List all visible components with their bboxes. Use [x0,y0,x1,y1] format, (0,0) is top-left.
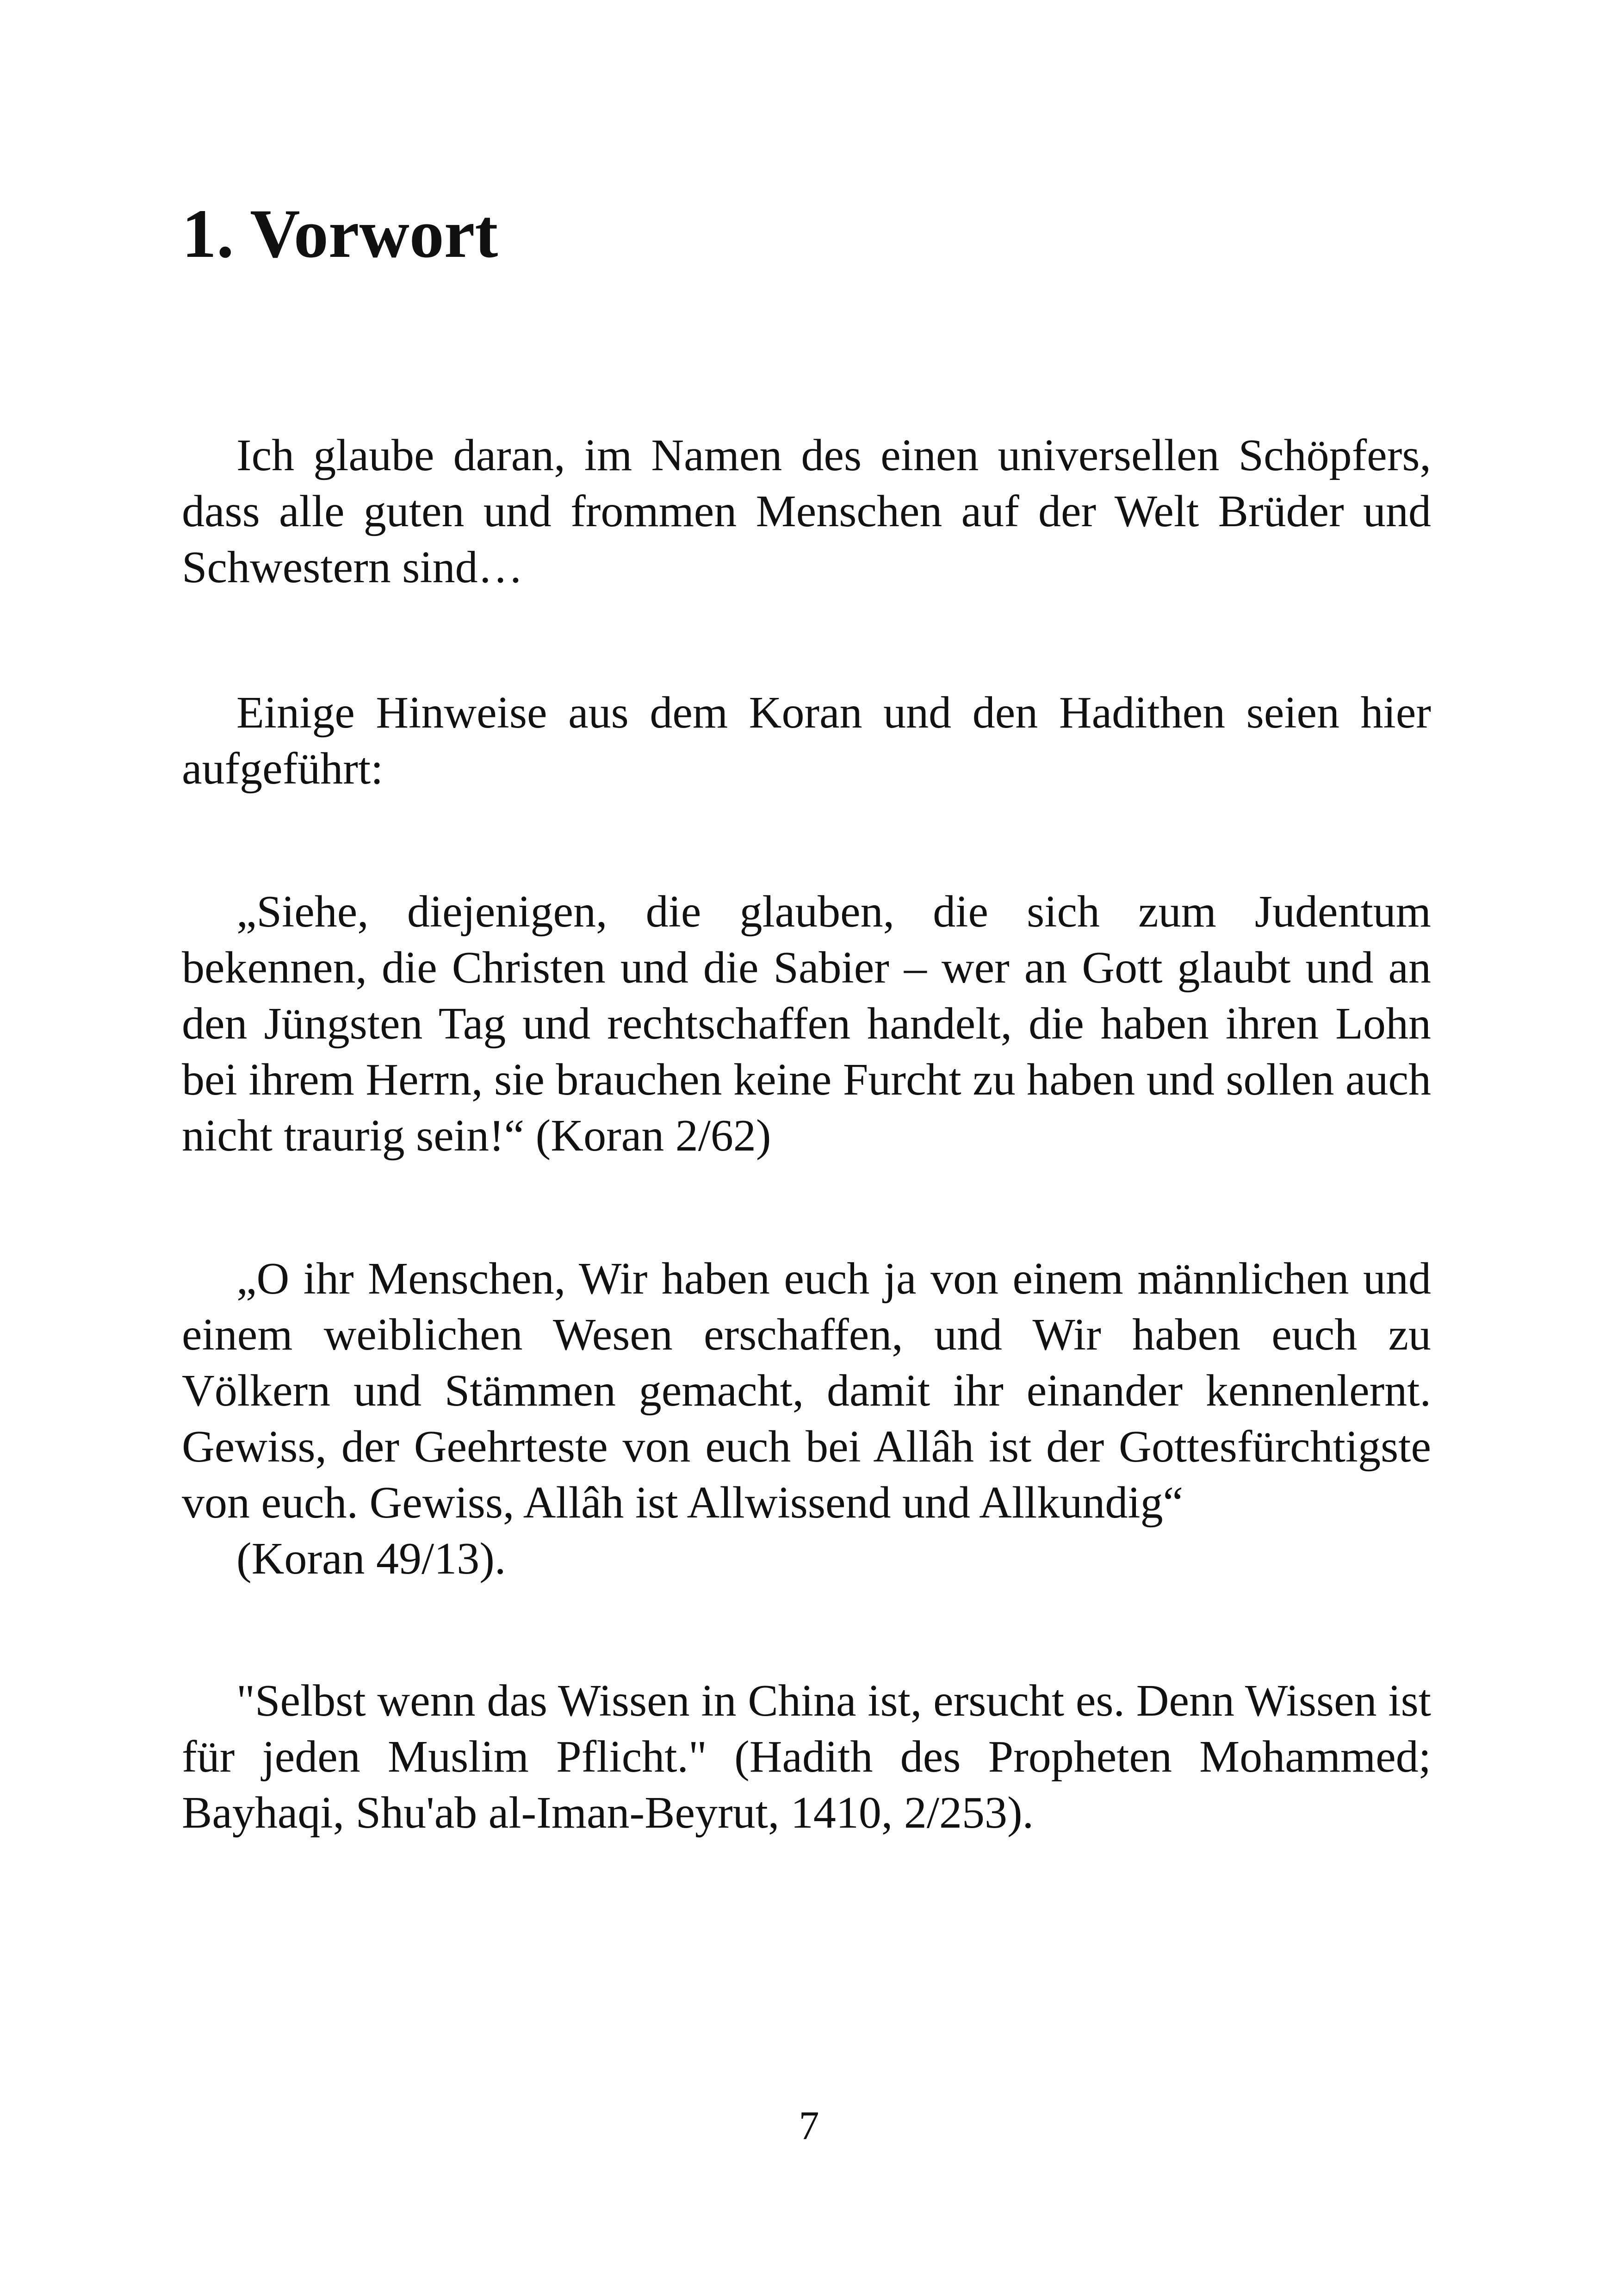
paragraph-creator-belief: Ich glaube daran, im Namen des einen universellen Schöpfers, dass alle guten und frommen Menschen auf der Welt Brüder und Schwestern sind… [182,430,1431,592]
quote-koran-49-13: „O ihr Menschen, Wir haben euch ja von einem männlichen und einem weiblichen Wesen erschaffen, und Wir haben euch zu Völkern und Stämmen gemacht, damit ihr einander kennenlernt. Gewiss, der Geehrteste von euch bei Allâh ist der Gottesfürchtigste von euch. Gewiss, Allâh ist Allwissend und Allkundig“ [182,1254,1431,1528]
quote-koran-2-62: „Siehe, diejenigen, die glauben, die sich zum Judentum bekennen, die Christen und die Sabier – wer an Gott glaubt und an den Jüngsten Tag und rechtschaffen handelt, die haben ihren Lohn bei ihrem Herrn, sie brauchen keine Furcht zu haben und sollen auch nicht traurig sein!“ (Koran 2/62) [182,887,1431,1161]
citation-koran-49-13: (Koran 49/13). [236,1534,506,1584]
chapter-heading: 1. Vorwort [182,195,498,272]
quote-hadith: "Selbst wenn das Wissen in China ist, ersucht es. Denn Wissen ist für jeden Muslim Pflicht." (Hadith des Propheten Mohammed; Bayhaqi, Shu'ab al-Iman-Beyrut, 1410, 2/253). [182,1676,1431,1838]
page-number: 7 [799,2103,819,2148]
paragraph-references-intro: Einige Hinweise aus dem Koran und den Hadithen seien hier aufgeführt: [182,688,1431,794]
